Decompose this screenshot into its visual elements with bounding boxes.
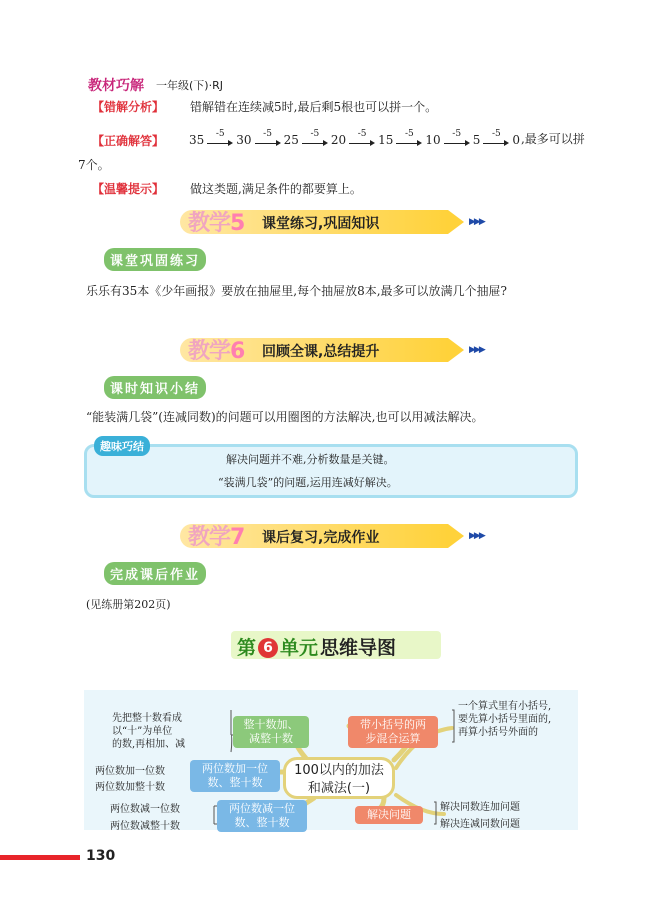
chain-arrow	[302, 130, 328, 147]
hint-tag: 【温馨提示】	[92, 182, 165, 196]
chain-number: 15	[378, 133, 394, 147]
analysis-tag: 【错解分析】	[92, 100, 165, 114]
summary-label: 课时知识小结	[104, 376, 206, 399]
header-subtitle: 一年级(下)·RJ	[156, 79, 223, 92]
arrow-icon	[483, 139, 509, 147]
section7-caption: 课后复习,完成作业	[262, 530, 380, 546]
chain-op: -5	[491, 129, 501, 139]
arrow-icon	[302, 139, 328, 147]
chain-arrow	[255, 130, 281, 147]
node-two-digit-add: 两位数加一位 数、整十数	[190, 760, 280, 792]
section5-caption: 课堂练习,巩固知识	[262, 216, 380, 232]
page-number: 130	[86, 848, 116, 864]
chain-number: 5	[472, 133, 481, 147]
section6-banner	[180, 338, 490, 362]
section5-label: 教学5	[188, 211, 245, 236]
center-line1: 100以内的加法	[294, 763, 384, 778]
arrow-icon	[255, 139, 281, 147]
section6-label: 教学6	[188, 339, 245, 364]
fun-tag: 趣味巧结	[94, 436, 150, 456]
homework-note: (见练册第202页)	[86, 598, 171, 611]
unit-number-badge: 6	[258, 638, 278, 658]
leaf-two-digit-add-one: 两位数加一位数	[95, 766, 165, 777]
arrow-icon	[207, 139, 233, 147]
chevron-icon: ▶▶▶	[469, 217, 484, 227]
arrow-icon	[396, 139, 422, 147]
chain-number: 0	[512, 133, 520, 147]
chain-op: -5	[357, 129, 367, 139]
chain-number: 20	[330, 133, 347, 147]
chain-number: 30	[236, 133, 252, 147]
answer-line2: 7个。	[78, 158, 110, 172]
center-line2: 和减法(一)	[307, 781, 371, 796]
homework-label: 完成课后作业	[104, 562, 206, 585]
hint-text: 做这类题,满足条件的都要算上。	[190, 182, 362, 196]
section7-label: 教学7	[188, 525, 245, 550]
mindmap-center	[283, 757, 395, 799]
chain-arrow	[396, 130, 422, 147]
chain-arrow	[207, 130, 233, 147]
chain-number: 25	[283, 133, 299, 147]
analysis-text: 错解错在连续减5时,最后剩5根也可以拼一个。	[190, 100, 438, 114]
section5-banner	[180, 210, 490, 234]
mindmap-title-pre: 第	[237, 637, 257, 659]
node-two-digit-sub: 两位数减一位 数、整十数	[217, 800, 307, 832]
summary-text: “能装满几袋”(连减同数)的问题可以用圈图的方法解决,也可以用减法解决。	[86, 410, 484, 424]
section6-caption: 回顾全课,总结提升	[262, 344, 380, 360]
chain-start: 35	[189, 133, 205, 147]
chain-op: -5	[310, 129, 320, 139]
practice-question: 乐乐有35本《少年画报》要放在抽屉里,每个抽屉放8本,最多可以放满几个抽屉?	[86, 284, 507, 298]
chain-op: -5	[405, 129, 414, 139]
leaf-parentheses-rule: 一个算式里有小括号, 要先算小括号里面的, 再算小括号外面的	[458, 701, 552, 738]
footer-bar	[0, 855, 80, 860]
node-parentheses: 带小括号的两 步混合运算	[348, 716, 438, 748]
answer-tail: ,最多可以拼	[520, 132, 585, 146]
fun-line2: “装满几袋”的问题,运用连减好解决。	[218, 476, 398, 489]
chain-op: -5	[263, 129, 272, 139]
node-problem-solving: 解决问题	[355, 806, 423, 824]
arrow-icon	[349, 139, 375, 147]
leaf-tens-rule: 先把整十数看成 以“十”为单位 的数,再相加、减	[112, 713, 186, 750]
mindmap-title-post: 思维导图	[320, 637, 397, 659]
chain-arrow	[444, 130, 470, 147]
chain-arrow	[349, 130, 375, 147]
chain-op: -5	[215, 129, 225, 139]
leaf-two-digit-sub-tens: 两位数减整十数	[110, 821, 180, 832]
subtraction-chain	[188, 130, 585, 147]
chevron-icon: ▶▶▶	[469, 345, 484, 355]
fun-line1: 解决问题并不难,分析数量是关键。	[226, 453, 395, 466]
chain-op: -5	[452, 129, 462, 139]
leaf-two-digit-sub-one: 两位数减一位数	[110, 804, 180, 815]
chevron-icon: ▶▶▶	[469, 531, 484, 541]
section7-banner	[180, 524, 490, 548]
leaf-repeat-sub: 解决连减同数问题	[440, 819, 520, 830]
answer-tag: 【正确解答】	[92, 134, 165, 148]
mindmap-title-mid: 单元	[280, 637, 319, 659]
node-tens-add-sub: 整十数加、 减整十数	[233, 716, 309, 748]
leaf-repeat-add: 解决同数连加问题	[440, 802, 520, 813]
leaf-two-digit-add-tens: 两位数加整十数	[95, 782, 165, 793]
chain-number: 10	[425, 133, 441, 147]
header-title: 教材巧解	[88, 78, 144, 94]
mindmap-title	[231, 631, 441, 659]
practice-label: 课堂巩固练习	[104, 248, 206, 271]
chain-arrow	[483, 130, 509, 147]
arrow-icon	[444, 139, 470, 147]
